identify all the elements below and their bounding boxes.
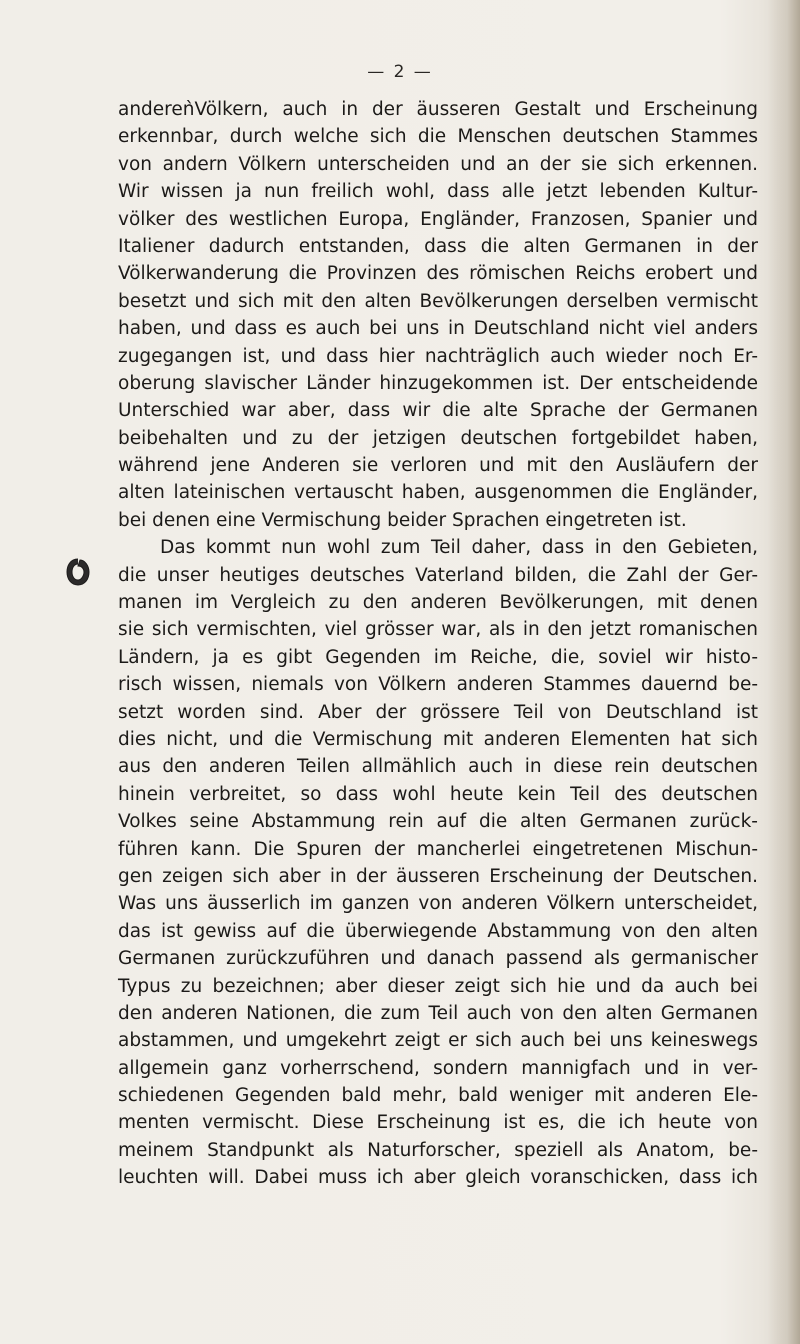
text-line: die unser heutiges deutsches Vaterland bilden, die Zahl der Ger-: [118, 564, 758, 586]
margin-circle-mark-icon: [64, 556, 92, 588]
text-line: Germanen zurückzuführen und danach passend als germanischer: [118, 948, 758, 970]
text-line: hinein verbreitet, so dass wohl heute kein Teil des deutschen: [118, 783, 758, 805]
page-number: — 2 —: [367, 62, 433, 82]
text-line: Was uns äusserlich im ganzen von anderen Völkern unterscheidet,: [118, 893, 758, 915]
text-line: risch wissen, niemals von Völkern anderen Stammes dauernd be-: [118, 674, 758, 696]
text-line: allgemein ganz vorherrschend, sondern mannigfach und in ver-: [118, 1057, 758, 1079]
text-line: von andern Völkern unterscheiden und an der sie sich erkennen.: [118, 153, 758, 175]
text-line: beibehalten und zu der jetzigen deutschen fortgebildet haben,: [118, 427, 758, 449]
text-line: setzt worden sind. Aber der grössere Teil von Deutschland ist: [118, 701, 758, 723]
text-line: sie sich vermischten, viel grösser war, als in den jetzt romanischen: [118, 619, 758, 641]
text-line: Unterschied war aber, dass wir die alte Sprache der Germanen: [118, 400, 758, 422]
text-line: den anderen Nationen, die zum Teil auch von den alten Germanen: [118, 1002, 758, 1024]
text-line: führen kann. Die Spuren der mancherlei eingetretenen Mischun-: [118, 838, 758, 860]
text-line: gen zeigen sich aber in der äusseren Erscheinung der Deutschen.: [118, 865, 758, 887]
text-line: Typus zu bezeichnen; aber dieser zeigt sich hie und da auch bei: [118, 975, 758, 997]
body-text: [118, 96, 758, 1192]
text-line: meinem Standpunkt als Naturforscher, speziell als Anatom, be-: [118, 1139, 758, 1161]
text-line: Italiener dadurch entstanden, dass die alten Germanen in der: [118, 235, 758, 257]
text-line: Völkerwanderung die Provinzen des römischen Reichs erobert und: [118, 263, 758, 285]
text-line: während jene Anderen sie verloren und mit den Ausläufern der: [118, 455, 758, 477]
text-line: menten vermischt. Diese Erscheinung ist es, die ich heute von: [118, 1112, 758, 1134]
text-line: alten lateinischen vertauscht haben, ausgenommen die Engländer,: [118, 482, 758, 504]
text-line: abstammen, und umgekehrt zeigt er sich auch bei uns keineswegs: [118, 1030, 758, 1052]
text-line: leuchten will. Dabei muss ich aber gleich voranschicken, dass ich: [118, 1167, 758, 1189]
text-line: oberung slavischer Länder hinzugekommen ist. Der entscheidende: [118, 372, 758, 394]
text-line: Volkes seine Abstammung rein auf die alten Germanen zurück-: [118, 811, 758, 833]
text-line: besetzt und sich mit den alten Bevölkerungen derselben vermischt: [118, 290, 758, 312]
text-line: das ist gewiss auf die überwiegende Abstammung von den alten: [118, 920, 758, 942]
text-line: völker des westlichen Europa, Engländer, Franzosen, Spanier und: [118, 208, 758, 230]
text-line: dies nicht, und die Vermischung mit anderen Elementen hat sich: [118, 728, 758, 750]
text-line: erkennbar, durch welche sich die Menschen deutschen Stammes: [118, 126, 758, 148]
text-line: Wir wissen ja nun freilich wohl, dass alle jetzt lebenden Kultur-: [118, 181, 758, 203]
text-line: zugegangen ist, und dass hier nachträglich auch wieder noch Er-: [118, 345, 758, 367]
text-line: bei denen eine Vermischung beider Sprachen eingetreten ist.: [118, 509, 687, 531]
text-line: andereǹVölkern, auch in der äusseren Gestalt und Erscheinung: [118, 99, 758, 120]
text-line: schiedenen Gegenden bald mehr, bald weniger mit anderen Ele-: [118, 1085, 758, 1107]
text-line: Das kommt nun wohl zum Teil daher, dass in den Gebieten,: [160, 537, 758, 559]
text-line: Ländern, ja es gibt Gegenden im Reiche, die, soviel wir histo-: [118, 646, 758, 668]
text-line: haben, und dass es auch bei uns in Deutschland nicht viel anders: [118, 318, 758, 340]
text-line: manen im Vergleich zu den anderen Bevölkerungen, mit denen: [118, 592, 758, 614]
page-edge-shadow: [768, 0, 800, 1344]
text-line: aus den anderen Teilen allmählich auch in diese rein deutschen: [118, 756, 758, 778]
